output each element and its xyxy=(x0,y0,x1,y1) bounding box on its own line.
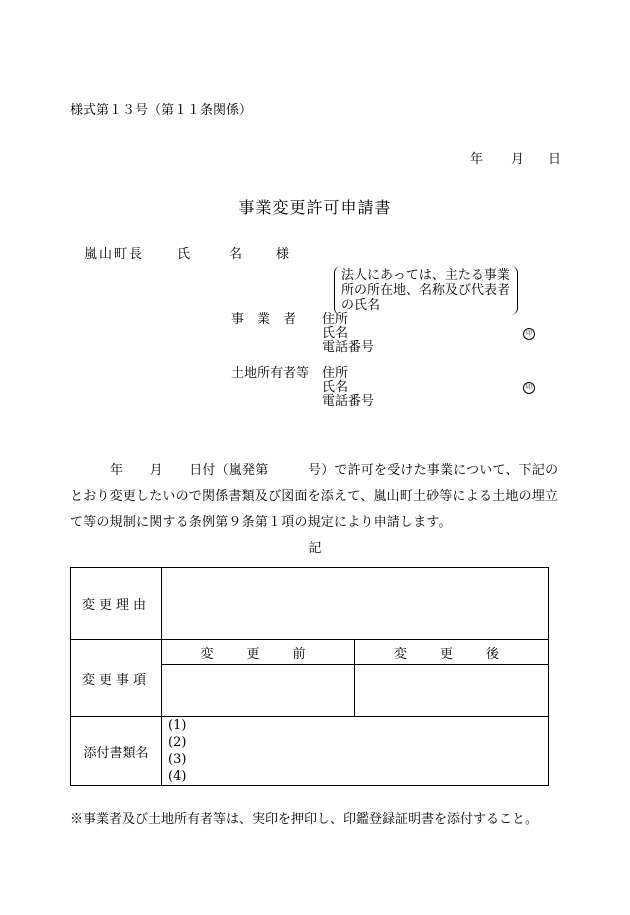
form-number: 様式第１３号（第１１条関係） xyxy=(70,103,253,118)
change-details-table xyxy=(70,567,549,786)
attachment-item: (3) xyxy=(168,752,187,767)
attachments-row xyxy=(71,717,549,786)
landowner-seal-icon: 印 xyxy=(523,382,535,394)
addressee-office: 嵐山町長 xyxy=(84,247,145,262)
reason-row xyxy=(71,568,549,640)
date-year-label: 年 xyxy=(470,152,484,167)
ki-heading: 記 xyxy=(308,541,322,556)
body-text: 年 月 日付（嵐発第 号）で許可を受けた事業について、下記のとおり変更したいので関係書類及び図面を添えて、嵐山町土砂等による土地の埋立て等の規制に関する条例第９条第１項の規定により申請します。 xyxy=(70,463,559,530)
landowner-role: 土地所有者等 xyxy=(231,366,310,381)
reason-field[interactable] xyxy=(162,568,549,640)
addressee-name-label-2: 名 xyxy=(229,247,243,262)
after-label: 変 更 後 xyxy=(355,640,549,665)
attachment-item: (1) xyxy=(168,718,187,733)
attachment-item: (4) xyxy=(168,769,187,784)
attachments-label: 添付書類名 xyxy=(71,717,162,786)
before-field[interactable] xyxy=(162,665,355,717)
date-month-label: 月 xyxy=(511,152,525,167)
change-items-label: 変更事項 xyxy=(71,640,162,717)
reason-label: 変更理由 xyxy=(71,568,162,640)
landowner-phone-label: 電話番号 xyxy=(322,394,375,409)
addressee-name-label-1: 氏 xyxy=(177,247,191,262)
business-operator-phone-label: 電話番号 xyxy=(322,340,375,355)
after-field[interactable] xyxy=(355,665,549,717)
business-operator-role: 事 業 者 xyxy=(231,312,297,327)
addressee-honorific: 様 xyxy=(276,247,290,262)
applicant-note: 法人にあっては、主たる事業所の所在地、名称及び代表者の氏名 xyxy=(334,266,518,315)
business-operator-name-label: 氏名 xyxy=(322,326,349,341)
before-label: 変 更 前 xyxy=(162,640,355,665)
attachments-field[interactable] xyxy=(162,717,549,786)
date-day-label: 日 xyxy=(548,152,562,167)
landowner-name-label: 氏名 xyxy=(322,380,349,395)
business-operator-address-label: 住所 xyxy=(322,312,349,327)
attachment-item: (2) xyxy=(168,735,187,750)
page-title: 事業変更許可申請書 xyxy=(238,198,392,217)
landowner-address-label: 住所 xyxy=(322,366,349,381)
change-items-header-row xyxy=(71,640,549,665)
footer-note: ※事業者及び土地所有者等は、実印を押印し、印鑑登録証明書を添付すること。 xyxy=(70,812,539,827)
business-operator-seal-icon: 印 xyxy=(523,328,535,340)
